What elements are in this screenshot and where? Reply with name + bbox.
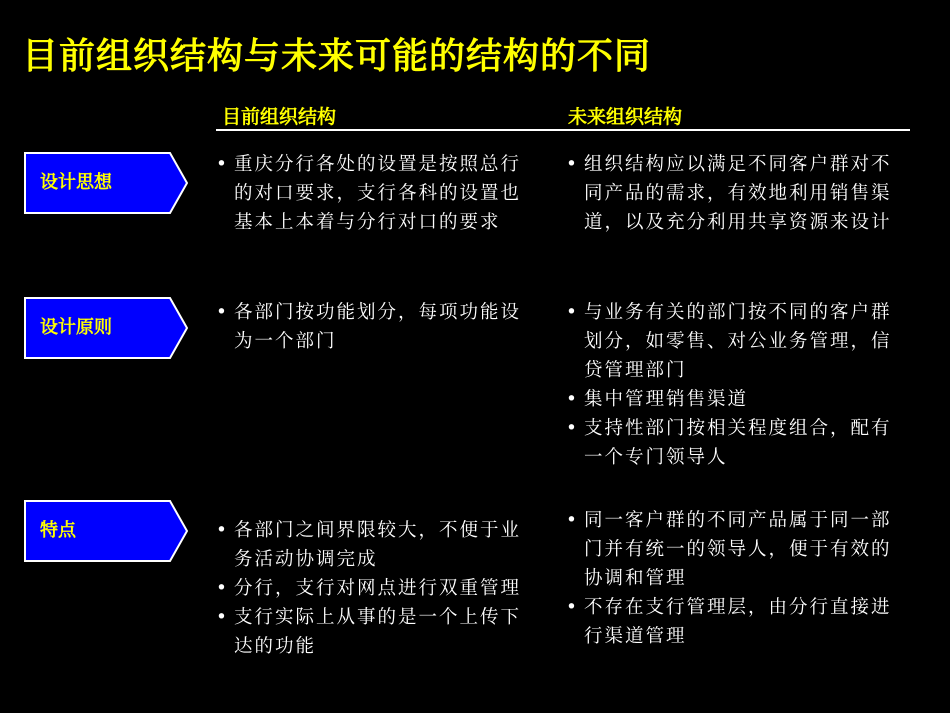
cell-features-current <box>216 516 528 661</box>
list-item: • 各部门之间界限较大，不便于业务活动协调完成 <box>216 516 528 574</box>
cell-features-future <box>566 506 906 651</box>
row-label-features <box>24 500 188 562</box>
list-item: • 同一客户群的不同产品属于同一部门并有统一的领导人，便于有效的协调和管理 <box>566 506 906 593</box>
row-label-text: 设计原则 <box>40 317 112 338</box>
list-item: • 重庆分行各处的设置是按照总行的对口要求，支行各科的设置也基本上本着与分行对口的要求 <box>216 150 528 237</box>
bullet-icon: • <box>566 597 579 618</box>
column-header-future: 未来组织结构 <box>568 106 683 128</box>
header-divider <box>216 129 910 131</box>
bullet-icon: • <box>216 302 229 323</box>
bullet-icon: • <box>216 607 229 628</box>
row-label-design-concept <box>24 152 188 214</box>
list-item: • 组织结构应以满足不同客户群对不同产品的需求，有效地利用销售渠道，以及充分利用共享资源来设计 <box>566 150 906 237</box>
list-item: • 支持性部门按相关程度组合，配有一个专门领导人 <box>566 414 906 472</box>
bullet-icon: • <box>566 154 579 175</box>
list-item: • 集中管理销售渠道 <box>566 385 906 414</box>
row-label-text: 设计思想 <box>40 172 112 193</box>
list-item: • 各部门按功能划分，每项功能设为一个部门 <box>216 298 528 356</box>
slide-title: 目前组织结构与未来可能的结构的不同 <box>22 36 652 77</box>
list-item: • 不存在支行管理层，由分行直接进行渠道管理 <box>566 593 906 651</box>
bullet-icon: • <box>566 510 579 531</box>
list-item: • 与业务有关的部门按不同的客户群划分，如零售、对公业务管理，信贷管理部门 <box>566 298 906 385</box>
bullet-icon: • <box>216 154 229 175</box>
cell-design-concept-future <box>566 150 906 237</box>
bullet-icon: • <box>216 520 229 541</box>
list-item: • 分行，支行对网点进行双重管理 <box>216 574 528 603</box>
column-header-current: 目前组织结构 <box>222 106 337 128</box>
bullet-icon: • <box>216 578 229 599</box>
cell-design-principle-future <box>566 298 906 472</box>
row-label-text: 特点 <box>40 520 76 541</box>
list-item: • 支行实际上从事的是一个上传下达的功能 <box>216 603 528 661</box>
bullet-icon: • <box>566 418 579 439</box>
bullet-icon: • <box>566 389 579 410</box>
cell-design-principle-current <box>216 298 528 356</box>
bullet-icon: • <box>566 302 579 323</box>
cell-design-concept-current <box>216 150 528 237</box>
row-label-design-principle <box>24 297 188 359</box>
